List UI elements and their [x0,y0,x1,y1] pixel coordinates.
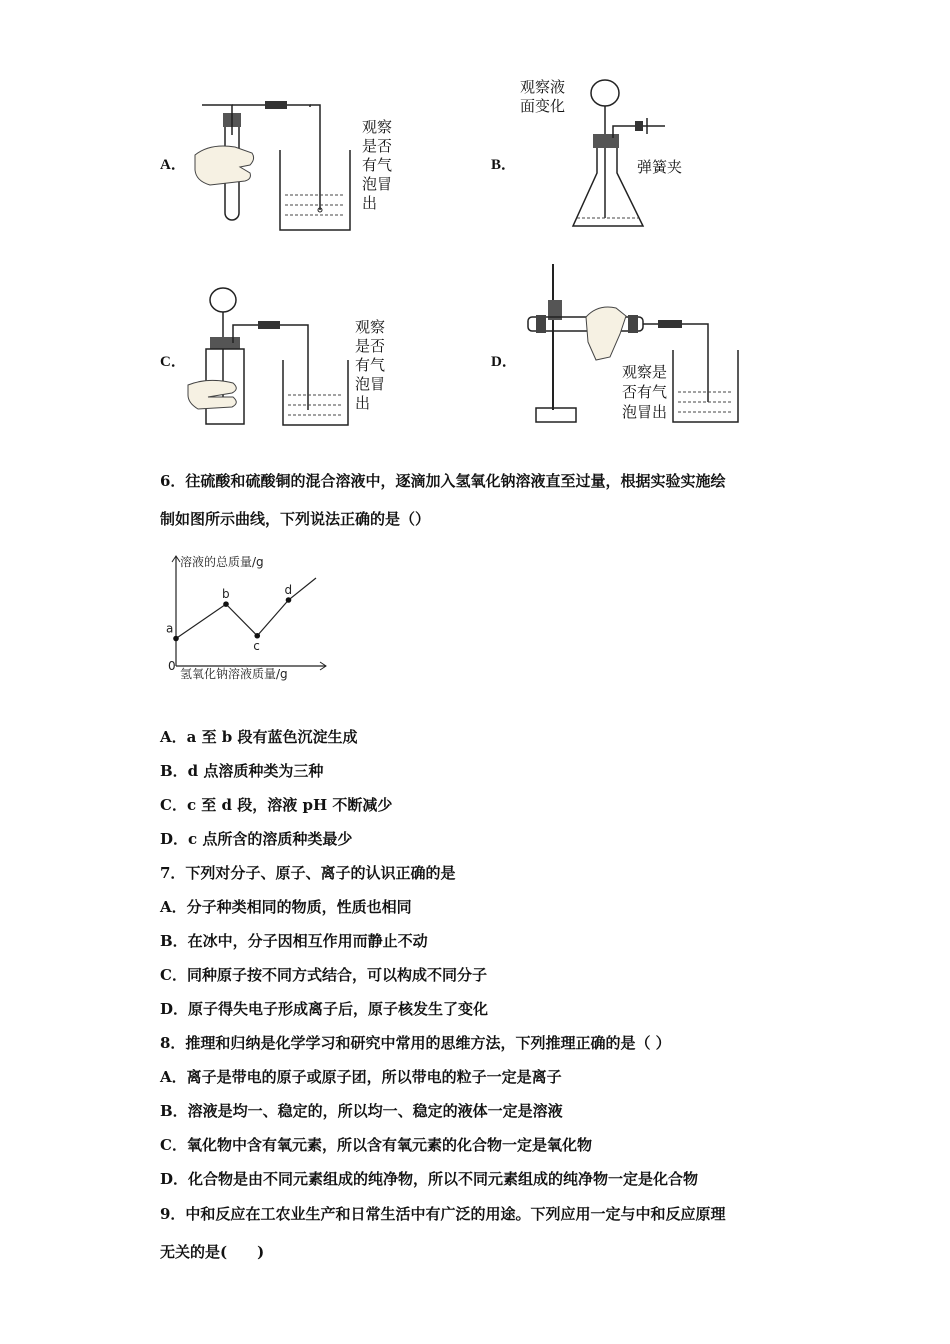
chart-point-d [286,597,292,603]
apparatus-a-diagram [190,95,360,235]
label-line: 观察 [355,318,386,336]
label-line: 泡冒 [362,175,393,193]
q6-stem-line2: 制如图所示曲线，下列说法正确的是（） [160,510,431,528]
label-line: 观察 [362,118,393,136]
q6-chart [160,548,330,688]
apparatus-c-label [355,318,395,413]
q6-option-d[interactable]: D．c 点所含的溶质种类最少 [160,830,353,848]
option-a-letter: A． [160,157,186,173]
q9-stem-line1: 9．中和反应在工农业生产和日常生活中有广泛的用途。下列应用一定与中和反应原理 [160,1205,726,1223]
apparatus-d-label [622,362,667,422]
q6-option-a[interactable]: A．a 至 b 段有蓝色沉淀生成 [160,728,358,746]
label-line: 泡冒出 [622,403,668,421]
q7-option-a[interactable]: A．分子种类相同的物质，性质也相同 [160,898,412,916]
chart-point-a [173,636,179,642]
q9-stem-line2: 无关的是( ) [160,1243,265,1261]
label-line: 有气 [355,356,386,374]
apparatus-b-label-top [520,78,565,116]
q8-option-a[interactable]: A．离子是带电的原子或原子团，所以带电的粒子一定是离子 [160,1068,562,1086]
option-d-letter: D． [491,354,517,370]
chart-ylabel: 溶液的总质量/g [180,555,264,569]
q8-option-d[interactable]: D．化合物是由不同元素组成的纯净物，所以不同元素组成的纯净物一定是化合物 [160,1170,699,1188]
chart-point-c [254,633,260,639]
label-line: 出 [355,394,371,412]
label-line: 泡冒 [355,375,386,393]
q8-option-c[interactable]: C．氧化物中含有氧元素，所以含有氧元素的化合物一定是氧化物 [160,1136,592,1154]
q6-stem-line1: 6．往硫酸和硫酸铜的混合溶液中，逐滴加入氢氧化钠溶液直至过量，根据实验实施绘 [160,472,726,490]
chart-origin: 0 [168,659,176,673]
label-line: 观察液 [520,78,566,96]
chart-xlabel: 氢氧化钠溶液质量/g [180,667,288,681]
label-line: 出 [362,194,378,212]
chart-point-label-c: c [253,638,260,653]
q6-option-c[interactable]: C．c 至 d 段，溶液 pH 不断减少 [160,796,393,814]
label-line: 否有气 [622,383,668,401]
q6-option-b[interactable]: B．d 点溶质种类为三种 [160,762,324,780]
label-line: 有气 [362,156,393,174]
label-line: 面变化 [520,97,566,115]
apparatus-a-label [362,118,402,213]
apparatus-c-diagram [188,285,353,430]
q7-option-b[interactable]: B．在冰中，分子因相互作用而静止不动 [160,932,428,950]
chart-point-label-b: b [222,587,230,602]
chart-point-b [223,601,229,607]
chart-point-label-d: d [284,583,293,597]
q7-option-c[interactable]: C．同种原子按不同方式结合，可以构成不同分子 [160,966,487,984]
q7-stem: 7．下列对分子、原子、离子的认识正确的是 [160,864,456,882]
option-b-letter: B． [491,157,517,173]
label-line: 观察是 [622,363,668,381]
q7-option-d[interactable]: D．原子得失电子形成离子后，原子核发生了变化 [160,1000,489,1018]
label-line: 是否 [362,137,393,155]
label-line: 是否 [355,337,386,355]
chart-point-label-a: a [166,621,174,636]
option-c-letter: C． [160,354,186,370]
apparatus-b-clamp-label: 弹簧夹 [637,158,683,176]
q8-option-b[interactable]: B．溶液是均一、稳定的，所以均一、稳定的液体一定是溶液 [160,1102,563,1120]
q8-stem: 8．推理和归纳是化学学习和研究中常用的思维方法，下列推理正确的是（ ） [160,1034,671,1052]
chart-line-series [176,578,316,639]
